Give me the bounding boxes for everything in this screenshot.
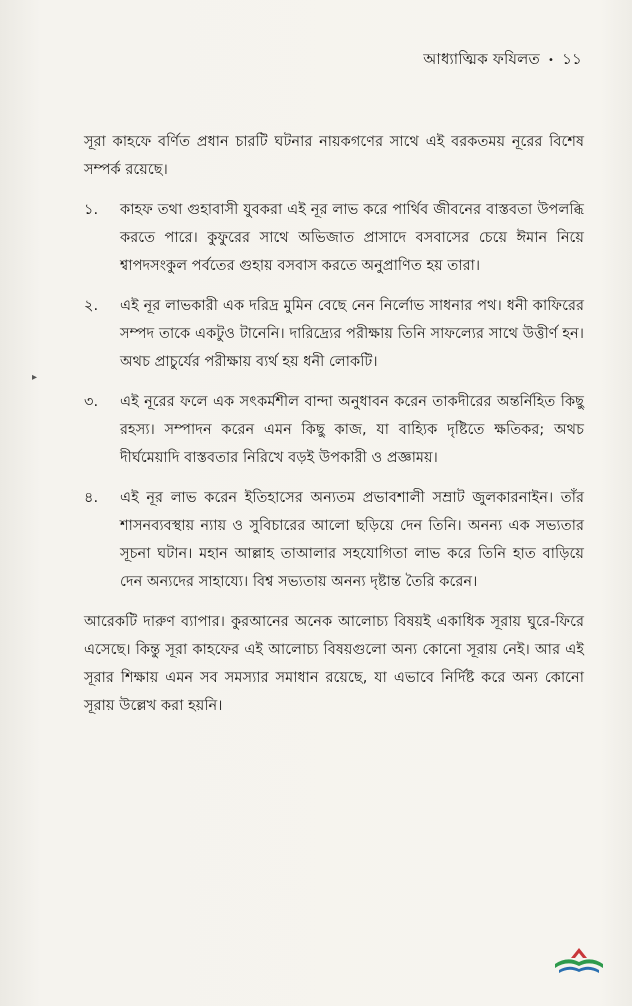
closing-paragraph: আরেকটি দারুণ ব্যাপার। কুরআনের অনেক আলোচ্য বিষয়ই একাধিক সূরায় ঘুরে-ফিরে এসেছে। কিন্তু সূরা কাহফের এই আলোচ্য বিষয়গুলো অন্য কোনো সূরায় নেই। আর এই সূরার শিক্ষায় এমন সব সমস্যার সমাধান রয়েছে, যা এভাবে নির্দিষ্ট করে অন্য কোনো সূরায় উল্লেখ করা হয়নি। [84, 613, 584, 714]
page-number: ১১ [562, 50, 582, 68]
intro-paragraph: সূরা কাহফে বর্ণিত প্রধান চারটি ঘটনার নায়কগণের সাথে এই বরকতময় নূরের বিশেষ সম্পর্ক রয়েছে। [84, 133, 584, 178]
list-number: ১. [84, 201, 99, 218]
list-number: ২. [84, 297, 99, 314]
list-item [84, 292, 584, 376]
page-content [84, 128, 584, 732]
list-item [84, 484, 584, 596]
list-item [84, 388, 584, 472]
list-number: ৪. [84, 489, 99, 506]
header-separator: • [548, 55, 555, 66]
list-item [84, 196, 584, 280]
list-text: এই নূর লাভকারী এক দরিদ্র মুমিন বেছে নেন নির্লোভ সাধনার পথ। ধনী কাফিরের সম্পদ তাকে একটুও টানেনি। দারিদ্র্যের পরীক্ষায় তিনি সাফল্যের সাথে উত্তীর্ণ হন। অথচ প্রাচুর্যের পরীক্ষায় ব্যর্থ হয় ধনী লোকটি। [120, 297, 584, 370]
list-text: এই নূর লাভ করেন ইতিহাসের অন্যতম প্রভাবশালী সম্রাট জুলকারনাইন। তাঁর শাসনব্যবস্থায় ন্যায় ও সুবিচারের আলো ছড়িয়ে দেন তিনি। অনন্য এক সভ্যতার সূচনা ঘটান। মহান আল্লাহ তাআলার সহযোগিতা লাভ করে তিনি হাত বাড়িয়ে দেন অন্যদের সাহায্যে। বিশ্ব সভ্যতায় অনন্য দৃষ্টান্ত তৈরি করেন। [120, 489, 584, 590]
header-title: আধ্যাত্মিক ফযিলত [423, 50, 541, 68]
list-text: কাহফ তথা গুহাবাসী যুবকরা এই নূর লাভ করে পার্থিব জীবনের বাস্তবতা উপলব্ধি করতে পারে। কুফুরের সাথে অভিজাত প্রাসাদে বসবাসের চেয়ে ঈমান নিয়ে শ্বাপদসংকুল পর্বতের গুহায় বসবাস করতে অনুপ্রাণিত হয় তারা। [120, 201, 584, 274]
list-number: ৩. [84, 393, 99, 410]
list-text: এই নূরের ফলে এক সৎকর্মশীল বান্দা অনুধাবন করেন তাকদীরের অন্তর্নিহিত কিছু রহস্য। সম্পাদন করেন এমন কিছু কাজ, যা বাহ্যিক দৃষ্টিতে ক্ষতিকর; অথচ দীর্ঘমেয়াদি বাস্তবতার নিরিখে বড়ই উপকারী ও প্রজ্ঞাময়। [120, 393, 584, 466]
book-logo-icon [551, 942, 607, 976]
running-header [423, 48, 582, 73]
margin-mark-icon: ▸ [32, 372, 38, 383]
